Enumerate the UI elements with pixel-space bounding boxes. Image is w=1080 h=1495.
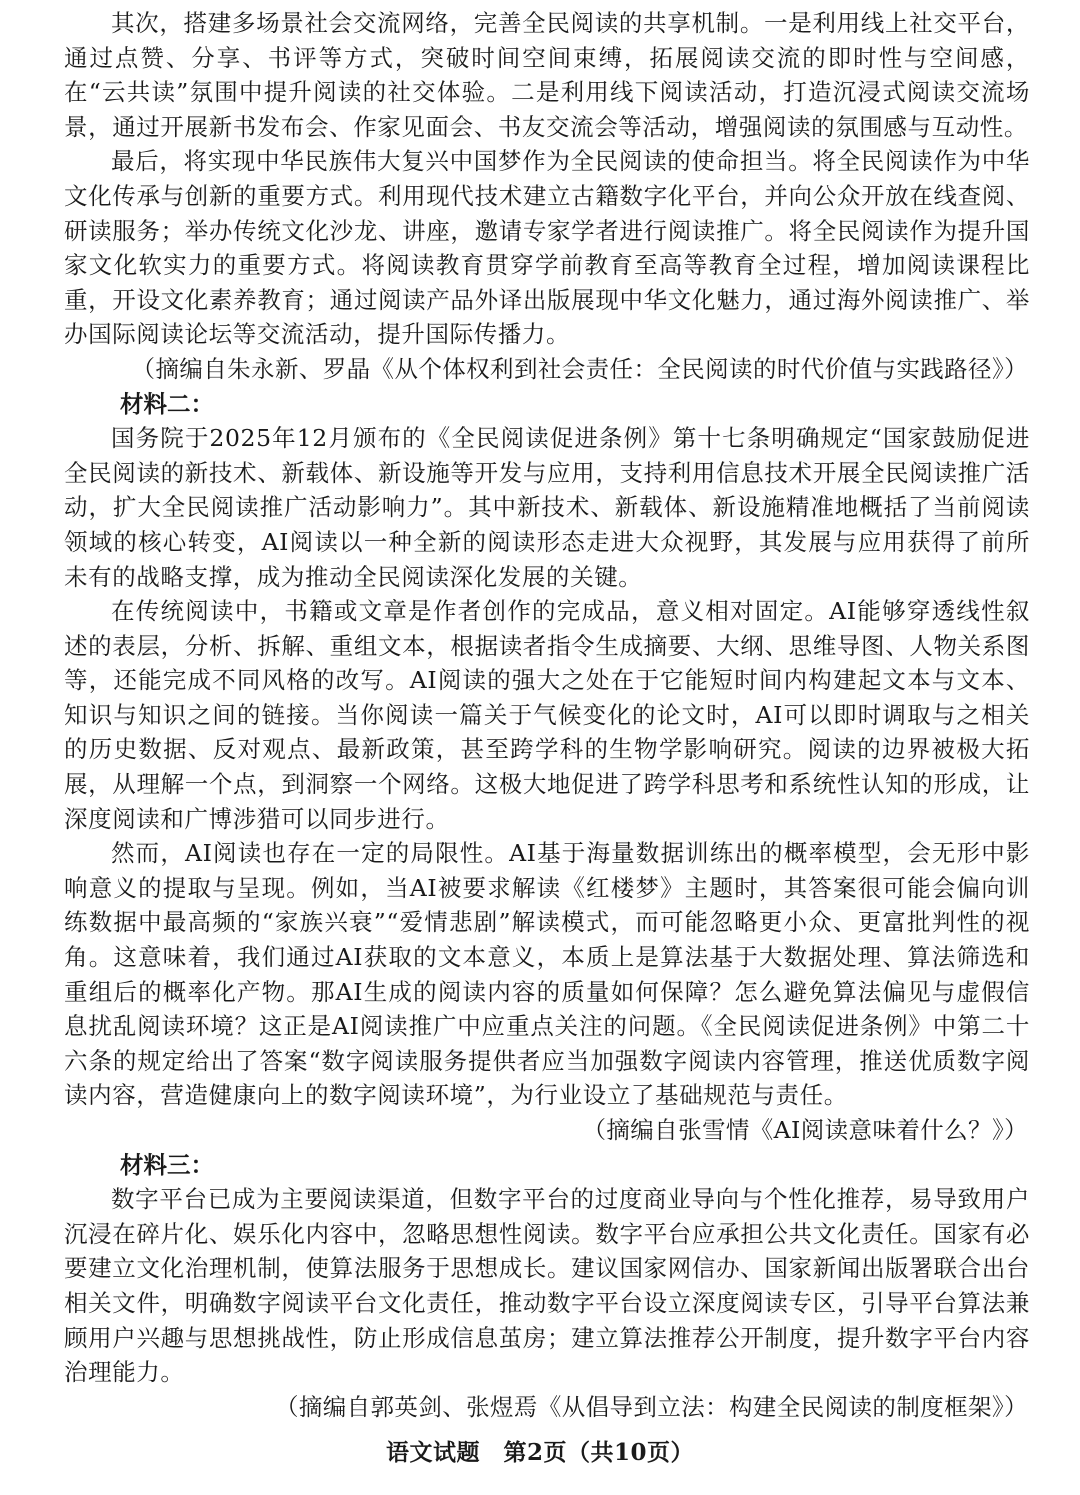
page-footer: 语文试题 第2页（共10页） <box>385 1439 694 1466</box>
source-citation-1: （摘编自朱永新、罗晶《从个体权利到社会责任：全民阅读的时代价值与实践路径》） <box>131 354 1028 383</box>
material-3-heading: 材料三： <box>120 1150 214 1179</box>
paragraph-second: 其次，搭建多场景社会交流网络，完善全民阅读的共享机制。一是利用线上社交平台，通过点赞、分享、书评等方式，突破时间空间束缚，拓展阅读交流的即时性与空间感，在“云共读”氛围中提升阅读的社交体验。二是利用线下阅读活动，打造沉浸式阅读交流场景，通过开展新书发布会、作家见面会、书友交流会等活动，增强阅读的氛围感与互动性。 <box>64 9 1030 141</box>
source-citation-3: （摘编自郭英剑、张煜焉《从倡导到立法：构建全民阅读的制度框架》） <box>274 1392 1028 1421</box>
material-2-paragraph-1: 国务院于2025年12月颁布的《全民阅读促进条例》第十七条明确规定“国家鼓励促进全民阅读的新技术、新载体、新设施等开发与应用，支持利用信息技术开展全民阅读推广活动，扩大全民阅读推广活动影响力”。其中新技术、新载体、新设施精准地概括了当前阅读领域的核心转变，AI阅读以一种全新的阅读形态走进大众视野，其发展与应用获得了前所未有的战略支撑，成为推动全民阅读深化发展的关键。 <box>64 424 1030 591</box>
material-2-paragraph-2: 在传统阅读中，书籍或文章是作者创作的完成品，意义相对固定。AI能够穿透线性叙述的表层，分析、拆解、重组文本，根据读者指令生成摘要、大纲、思维导图、人物关系图等，还能完成不同风格的改写。AI阅读的强大之处在于它能短时间内构建起文本与文本、知识与知识之间的链接。当你阅读一篇关于气候变化的论文时，AI可以即时调取与之相关的历史数据、反对观点、最新政策，甚至跨学科的生物学影响研究。阅读的边界被极大拓展，从理解一个点，到洞察一个网络。这极大地促进了跨学科思考和系统性认知的形成，让深度阅读和广博涉猎可以同步进行。 <box>64 597 1030 833</box>
material-3-paragraph-1: 数字平台已成为主要阅读渠道，但数字平台的过度商业导向与个性化推荐，易导致用户沉浸在碎片化、娱乐化内容中，忽略思想性阅读。数字平台应承担公共文化责任。国家有必要建立文化治理机制，使算法服务于思想成长。建议国家网信办、国家新闻出版署联合出台相关文件，明确数字阅读平台文化责任，推动数字平台设立深度阅读专区，引导平台算法兼顾用户兴趣与思想挑战性，防止形成信息茧房；建立算法推荐公开制度，提升数字平台内容治理能力。 <box>64 1185 1030 1387</box>
material-2-paragraph-3: 然而，AI阅读也存在一定的局限性。AI基于海量数据训练出的概率模型，会无形中影响意义的提取与呈现。例如，当AI被要求解读《红楼梦》主题时，其答案很可能会偏向训练数据中最高频的“家族兴衰”“爱情悲剧”解读模式，而可能忽略更小众、更富批判性的视角。这意味着，我们通过AI获取的文本意义，本质上是算法基于大数据处理、算法筛选和重组后的概率化产物。那AI生成的阅读内容的质量如何保障？怎么避免算法偏见与虚假信息扰乱阅读环境？这正是AI阅读推广中应重点关注的问题。《全民阅读促进条例》中第二十六条的规定给出了答案“数字阅读服务提供者应当加强数字阅读内容管理，推送优质数字阅读内容，营造健康向上的数字阅读环境”，为行业设立了基础规范与责任。 <box>64 839 1030 1110</box>
source-citation-2: （摘编自张雪情《AI阅读意味着什么？》） <box>582 1116 1028 1144</box>
paragraph-finally: 最后，将实现中华民族伟大复兴中国梦作为全民阅读的使命担当。将全民阅读作为中华文化传承与创新的重要方式。利用现代技术建立古籍数字化平台，并向公众开放在线查阅、研读服务；举办传统文化沙龙、讲座，邀请专家学者进行阅读推广。将全民阅读作为提升国家文化软实力的重要方式。将阅读教育贯穿学前教育至高等教育全过程，增加阅读课程比重，开设文化素养教育；通过阅读产品外译出版展现中华文化魅力，通过海外阅读推广、举办国际阅读论坛等交流活动，提升国际传播力。 <box>64 147 1030 349</box>
material-2-heading: 材料二： <box>120 389 214 418</box>
